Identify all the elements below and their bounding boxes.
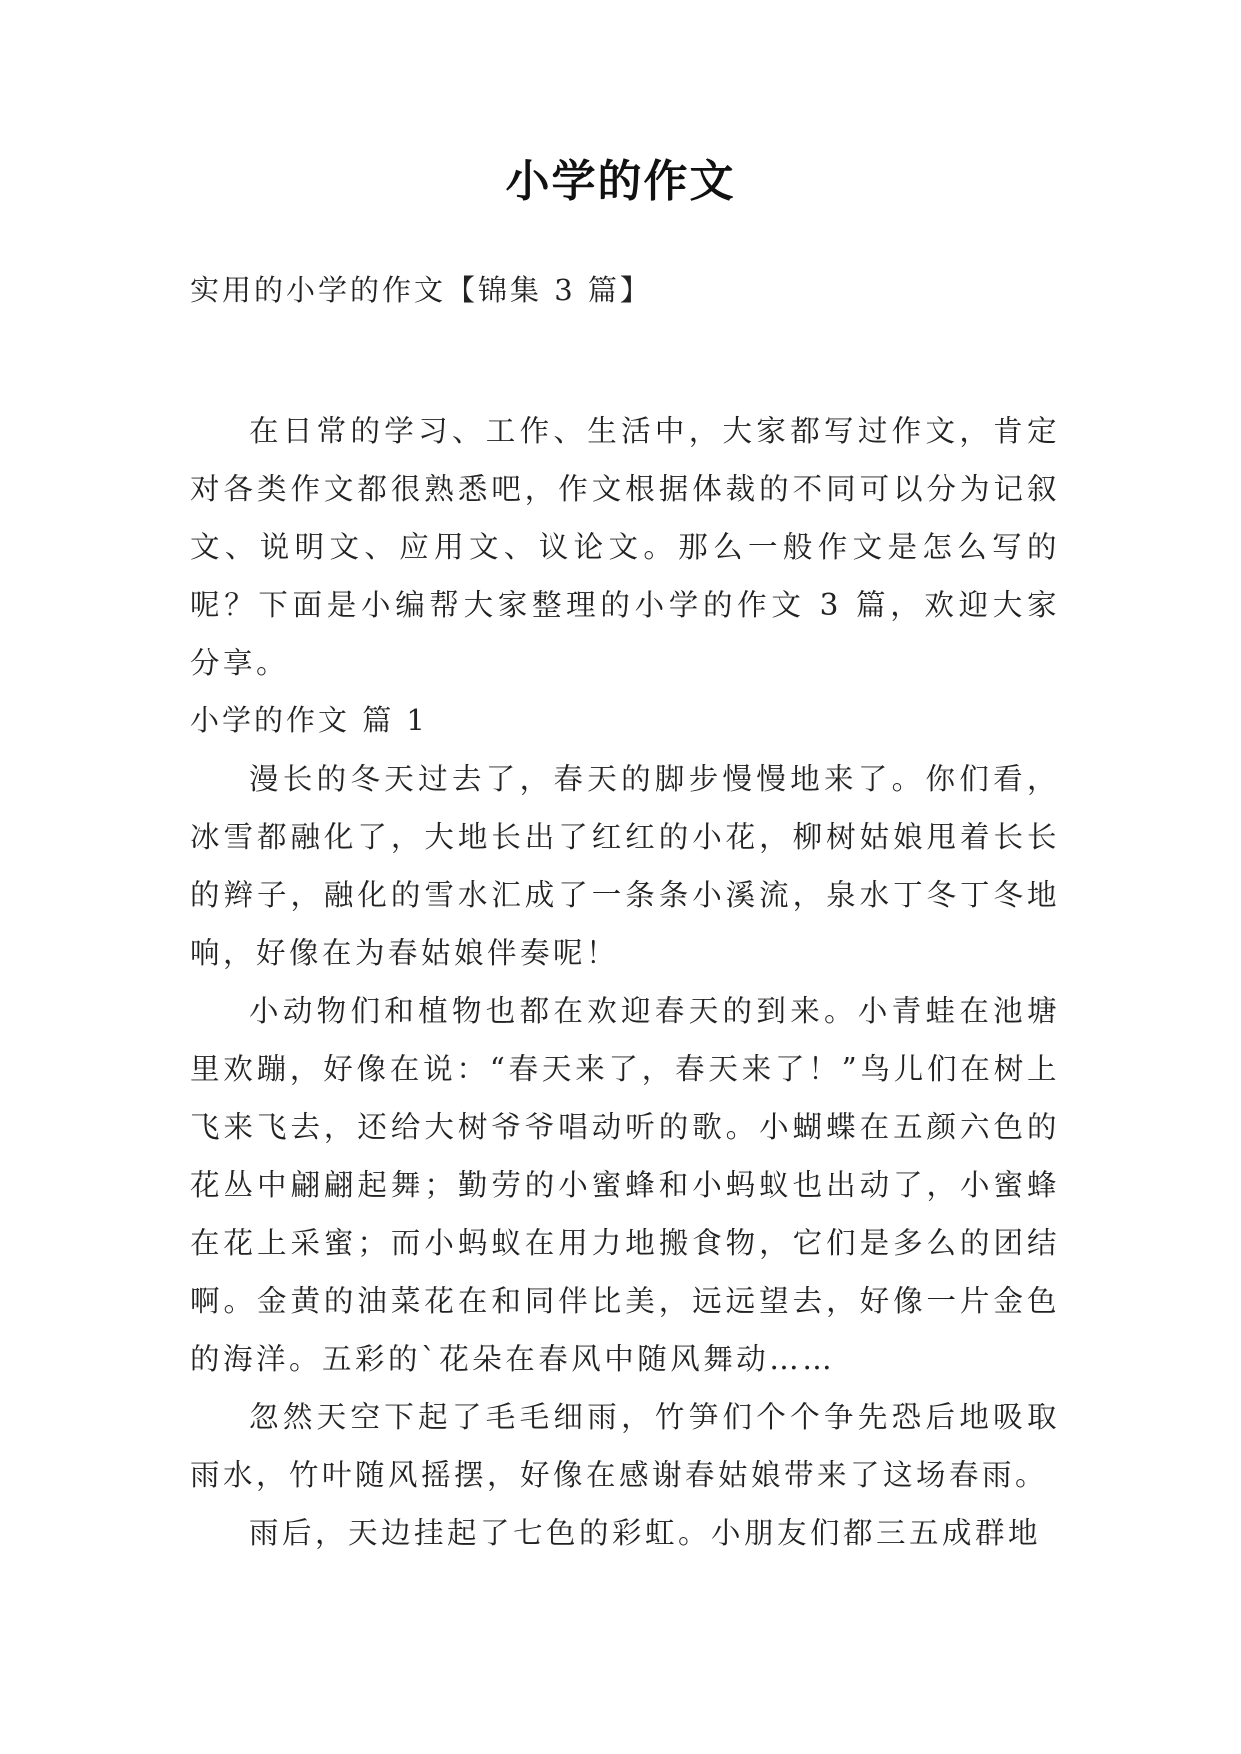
section-heading: 小学的作文 篇 1	[190, 703, 428, 737]
essay-paragraph: 漫长的冬天过去了，春天的脚步慢慢地来了。你们看，冰雪都融化了，大地长出了红红的小花，柳树姑娘甩着长长的辫子，融化的雪水汇成了一条条小溪流，泉水丁冬丁冬地响，好像在为春姑娘伴奏呢！	[190, 762, 1060, 970]
essay-body	[190, 750, 1060, 1562]
document-subtitle: 实用的小学的作文【锦集 3 篇】	[190, 273, 652, 307]
intro-paragraph: 在日常的学习、工作、生活中，大家都写过作文，肯定对各类作文都很熟悉吧，作文根据体裁的不同可以分为记叙文、说明文、应用文、议论文。那么一般作文是怎么写的呢？下面是小编帮大家整理的小学的作文 3 篇，欢迎大家分享。	[190, 414, 1060, 680]
essay-paragraph: 雨后，天边挂起了七色的彩虹。小朋友们都三五成群地	[249, 1516, 1042, 1550]
document-title: 小学的作文	[505, 156, 736, 207]
essay-paragraph: 小动物们和植物也都在欢迎春天的到来。小青蛙在池塘里欢蹦，好像在说：“春天来了，春天来了！”鸟儿们在树上飞来飞去，还给大树爷爷唱动听的歌。小蝴蝶在五颜六色的花丛中翩翩起舞；勤劳的小蜜蜂和小蚂蚁也出动了，小蜜蜂在花上采蜜；而小蚂蚁在用力地搬食物，它们是多么的团结啊。金黄的油菜花在和同伴比美，远远望去，好像一片金色的海洋。五彩的`花朵在春风中随风舞动……	[190, 994, 1060, 1376]
essay-paragraph: 忽然天空下起了毛毛细雨，竹笋们个个争先恐后地吸取雨水，竹叶随风摇摆，好像在感谢春姑娘带来了这场春雨。	[190, 1400, 1060, 1492]
intro-section	[190, 402, 1060, 692]
